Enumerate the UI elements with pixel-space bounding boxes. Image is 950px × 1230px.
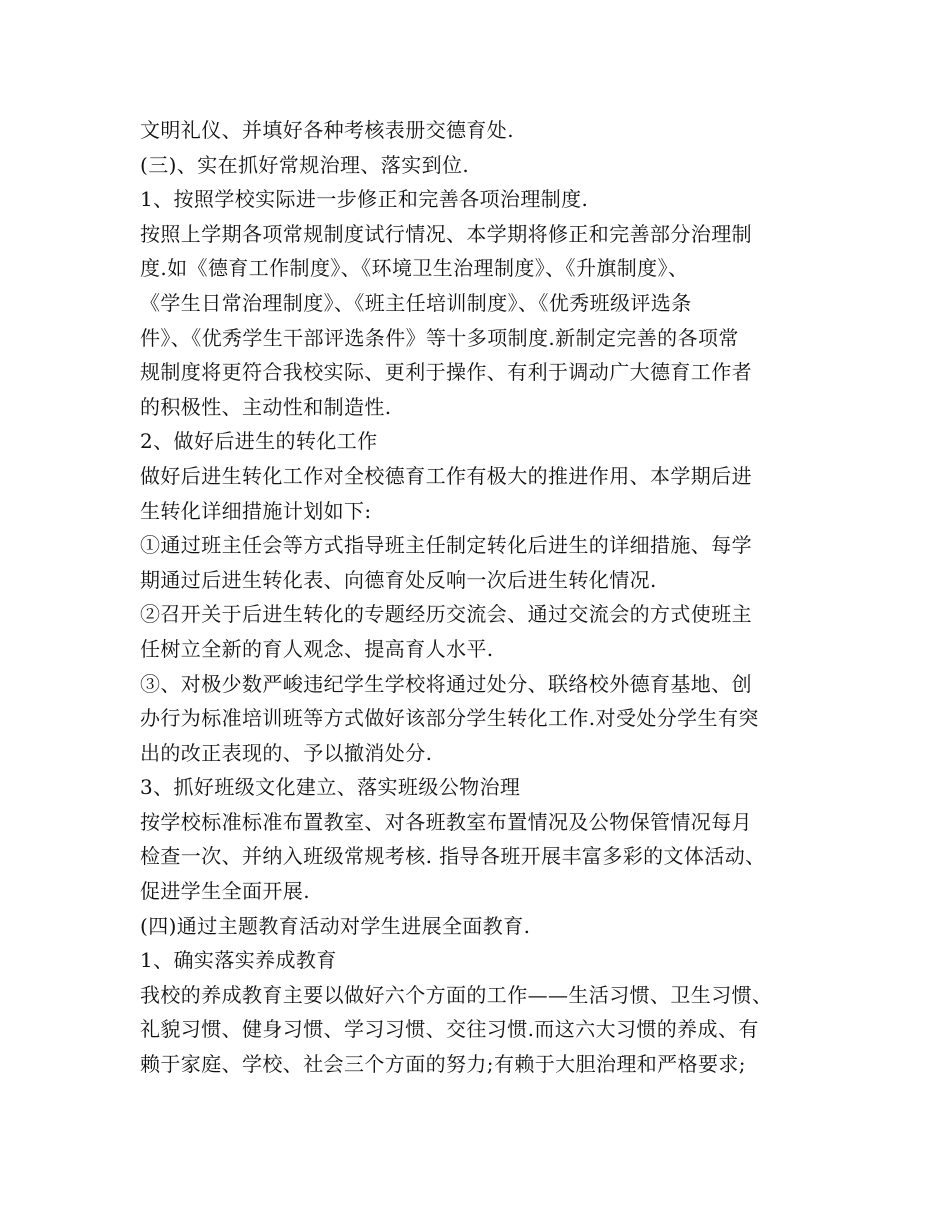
text-line: 件》、《优秀学生干部评选条件》等十多项制度.新制定完善的各项常	[140, 325, 739, 350]
text-line: 规制度将更符合我校实际、更利于操作、有利于调动广大德育工作者	[140, 360, 752, 385]
text-line: 出的改正表现的、予以撤消处分.	[140, 740, 433, 765]
text-line: 检查一次、并纳入班级常规考核. 指导各班开展丰富多彩的文体活动、	[140, 844, 766, 869]
subsection-heading: 1、确实落实养成教育	[140, 948, 337, 973]
text-line: 做好后进生转化工作对全校德育工作有极大的推进作用、本学期后进	[140, 463, 752, 488]
subsection-heading: 3、抓好班级文化建立、落实班级公物治理	[140, 775, 521, 800]
text-line: 生转化详细措施计划如下:	[140, 498, 372, 523]
text-line: 《学生日常治理制度》、《班主任培训制度》、《优秀班级评选条	[140, 290, 692, 315]
list-item: ③、对极少数严峻违纪学生学校将通过处分、联络校外德育基地、创	[140, 671, 752, 696]
text-line: 我校的养成教育主要以做好六个方面的工作——生活习惯、卫生习惯、	[140, 982, 773, 1007]
list-item: ②召开关于后进生转化的专题经历交流会、通过交流会的方式使班主	[140, 602, 752, 627]
text-line: 度.如《德育工作制度》、《环境卫生治理制度》、《升旗制度》、	[140, 256, 689, 281]
text-line: 的积极性、主动性和制造性.	[140, 394, 392, 419]
text-line: 期通过后进生转化表、向德育处反响一次后进生转化情况.	[140, 567, 657, 592]
text-line: 礼貌习惯、健身习惯、学习习惯、交往习惯.而这六大习惯的养成、有	[140, 1017, 759, 1042]
text-line: 促进学生全面开展.	[140, 879, 310, 904]
text-line: 办行为标准培训班等方式做好该部分学生转化工作.对受处分学生有突	[140, 706, 759, 731]
text-line: 按照上学期各项常规制度试行情况、本学期将修正和完善部分治理制	[140, 221, 752, 246]
subsection-heading: 2、做好后进生的转化工作	[140, 429, 378, 454]
text-line: 任树立全新的育人观念、提高育人水平.	[140, 636, 494, 661]
list-item: ①通过班主任会等方式指导班主任制定转化后进生的详细措施、每学	[140, 533, 752, 558]
text-line: 文明礼仪、并填好各种考核表册交德育处.	[140, 118, 514, 142]
section-heading: (四)通过主题教育活动对学生进展全面教育.	[140, 913, 531, 938]
text-line: 按学校标准标准布置教室、对各班教室布置情况及公物保管情况每月	[140, 809, 752, 834]
subsection-heading: 1、按照学校实际进一步修正和完善各项治理制度.	[140, 187, 589, 212]
document-body	[140, 113, 830, 1082]
section-heading: (三)、实在抓好常规治理、落实到位.	[140, 152, 470, 177]
text-line: 赖于家庭、学校、社会三个方面的努力;有赖于大胆治理和严格要求;	[140, 1052, 746, 1077]
